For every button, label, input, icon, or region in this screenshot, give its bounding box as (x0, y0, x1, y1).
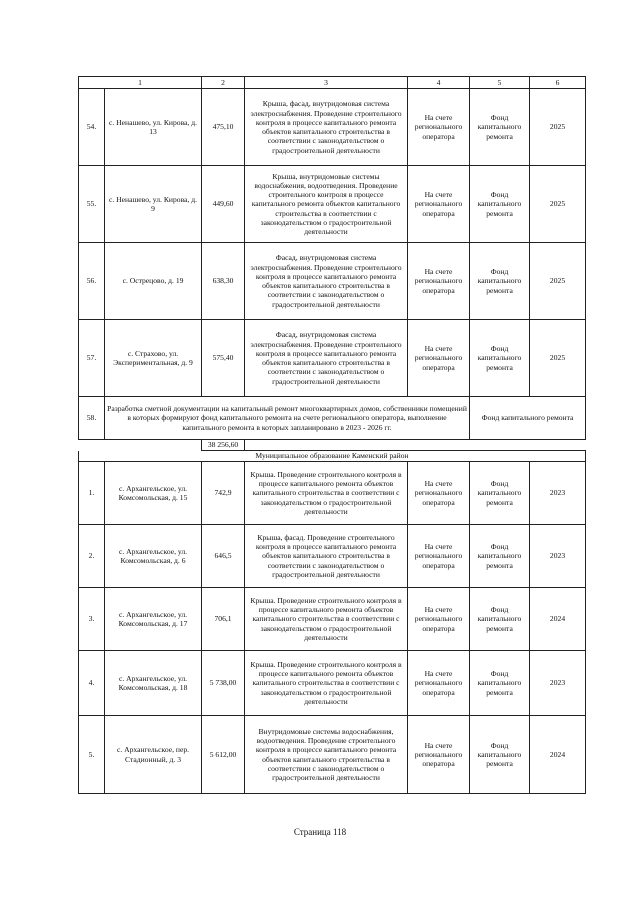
year-cell: 2024 (530, 716, 586, 794)
address-cell: с. Архангельское, ул. Комсомольская, д. 17 (105, 588, 202, 651)
value-cell: 475,10 (202, 89, 245, 166)
municipality-heading: Муниципальное образование Каменский район (79, 451, 586, 462)
row-number: 2. (79, 525, 105, 588)
works-cell: Крыша. Проведение строительного контроля в процессе капитального ремонта объектов капитального строительства в соответствии с законодательством о градостроительной деятельности (245, 651, 408, 716)
value-cell: 575,40 (202, 320, 245, 397)
header-cell: 4 (408, 77, 470, 89)
header-row (79, 77, 586, 89)
address-cell: с. Ненашево, ул. Кирова, д. 9 (105, 166, 202, 243)
fund-cell: Фонд капитального ремонта (470, 462, 530, 525)
value-cell: 646,5 (202, 525, 245, 588)
row-number: 4. (79, 651, 105, 716)
header-cell: 2 (202, 77, 245, 89)
value-cell: 449,60 (202, 166, 245, 243)
table-row (79, 243, 586, 320)
fund-cell: Фонд капитального ремонта (470, 651, 530, 716)
source-cell: На счете регионального оператора (408, 651, 470, 716)
table-row (79, 588, 586, 651)
row-number: 56. (79, 243, 105, 320)
address-cell: с. Страхово, ул. Экспериментальная, д. 9 (105, 320, 202, 397)
year-cell: 2023 (530, 462, 586, 525)
value-cell: 5 612,00 (202, 716, 245, 794)
source-cell: На счете регионального оператора (408, 243, 470, 320)
header-cell: 3 (245, 77, 408, 89)
value-cell: 5 738,00 (202, 651, 245, 716)
row-number: 57. (79, 320, 105, 397)
address-cell: с. Архангельское, ул. Комсомольская, д. 6 (105, 525, 202, 588)
table-row (79, 89, 586, 166)
fund-cell: Фонд капитального ремонта (470, 397, 586, 440)
capital-repair-table (78, 76, 586, 794)
works-cell: Внутридомовые системы водоснабжения, водоотведения. Проведение строительного контроля в процессе капитального ремонта объектов капитального строительства в соответствии с законодательством о градостроительной деятельности (245, 716, 408, 794)
year-cell: 2025 (530, 166, 586, 243)
address-cell: с. Архангельское, ул. Комсомольская, д. 18 (105, 651, 202, 716)
fund-cell: Фонд капитального ремонта (470, 320, 530, 397)
table-row (79, 651, 586, 716)
fund-cell: Фонд капитального ремонта (470, 243, 530, 320)
works-cell: Крыша, фасад. Проведение строительного контроля в процессе капитального ремонта объектов капитального строительства в соответствии с законодательством о градостроительной деятельности (245, 525, 408, 588)
source-cell: На счете регионального оператора (408, 166, 470, 243)
table-row (79, 716, 586, 794)
works-cell: Крыша, внутридомовые системы водоснабжения, водоотведения. Проведение строительного контроля в процессе капитального ремонта объектов капитального строительства в соответствии с законодательством о градостроительной деятельности (245, 166, 408, 243)
source-cell: На счете регионального оператора (408, 525, 470, 588)
year-cell: 2023 (530, 525, 586, 588)
total-blank (79, 440, 202, 451)
fund-cell: Фонд капитального ремонта (470, 716, 530, 794)
row-number: 58. (79, 397, 105, 440)
source-cell: На счете регионального оператора (408, 716, 470, 794)
header-cell: 6 (530, 77, 586, 89)
address-cell: с. Архангельское, пер. Стадионный, д. 3 (105, 716, 202, 794)
header-cell: 1 (79, 77, 202, 89)
source-cell: На счете регионального оператора (408, 588, 470, 651)
year-cell: 2025 (530, 89, 586, 166)
value-cell: 706,1 (202, 588, 245, 651)
row-number: 1. (79, 462, 105, 525)
source-cell: На счете регионального оператора (408, 89, 470, 166)
works-cell: Фасад, внутридомовая система электроснабжения. Проведение строительного контроля в процессе капитального ремонта объектов капитального строительства в соответствии с законодательством о градостроительной деятельности (245, 243, 408, 320)
works-cell: Крыша. Проведение строительного контроля в процессе капитального ремонта объектов капитального строительства в соответствии с законодательством о градостроительной деятельности (245, 462, 408, 525)
row-number: 55. (79, 166, 105, 243)
works-cell: Фасад, внутридомовая система электроснабжения. Проведение строительного контроля в процессе капитального ремонта объектов капитального строительства в соответствии с законодательством о градостроительной деятельности (245, 320, 408, 397)
fund-cell: Фонд капитального ремонта (470, 525, 530, 588)
works-cell: Крыша, фасад, внутридомовая система электроснабжения. Проведение строительного контроля в процессе капитального ремонта объектов капитального строительства в соответствии с законодательством о градостроительной деятельности (245, 89, 408, 166)
total-value: 38 256,60 (202, 440, 245, 451)
address-cell: с. Острецово, д. 19 (105, 243, 202, 320)
year-cell: 2023 (530, 651, 586, 716)
row-number: 5. (79, 716, 105, 794)
row-number: 54. (79, 89, 105, 166)
page-number: Страница 118 (293, 827, 347, 837)
value-cell: 742,9 (202, 462, 245, 525)
total-row (79, 440, 586, 451)
year-cell: 2025 (530, 243, 586, 320)
fund-cell: Фонд капитального ремонта (470, 588, 530, 651)
fund-cell: Фонд капитального ремонта (470, 89, 530, 166)
row-number: 3. (79, 588, 105, 651)
table-row (79, 525, 586, 588)
source-cell: На счете регионального оператора (408, 320, 470, 397)
address-cell: с. Архангельское, ул. Комсомольская, д. 15 (105, 462, 202, 525)
works-cell: Крыша. Проведение строительного контроля в процессе капитального ремонта объектов капитального строительства в соответствии с законодательством о градостроительной деятельности (245, 588, 408, 651)
value-cell: 638,30 (202, 243, 245, 320)
table-row-58 (79, 397, 586, 440)
table-row (79, 320, 586, 397)
estimate-description: Разработка сметной документации на капитальный ремонт многоквартирных домов, собственники помещений в которых формируют фонд капитального ремонта на счете регионального оператора, выполнение капитального ремонта в которых запланировано в 2023 - 2026 гг. (105, 397, 470, 440)
table-row (79, 462, 586, 525)
year-cell: 2024 (530, 588, 586, 651)
year-cell: 2025 (530, 320, 586, 397)
fund-cell: Фонд капитального ремонта (470, 166, 530, 243)
municipality-row (79, 451, 586, 462)
header-cell: 5 (470, 77, 530, 89)
address-cell: с. Ненашево, ул. Кирова, д. 13 (105, 89, 202, 166)
table-row (79, 166, 586, 243)
total-blank (245, 440, 586, 451)
source-cell: На счете регионального оператора (408, 462, 470, 525)
